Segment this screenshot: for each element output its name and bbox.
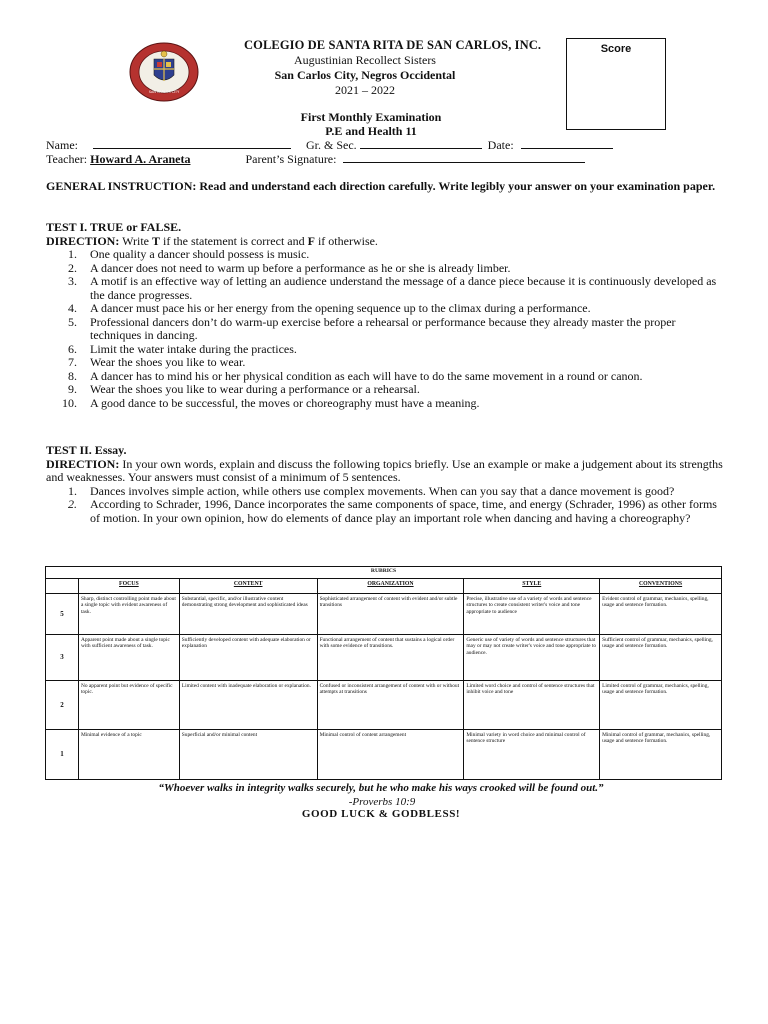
question-text: A dancer must pace his or her energy from the opening sequence up to the climax during a performance. [90, 301, 591, 315]
rubric-cell: Confused or inconsistent arrangement of content with or without attempts at transitions [317, 681, 464, 730]
rubric-row [46, 635, 722, 681]
essay-number: 2. [68, 497, 77, 511]
direction-text: if the statement is correct and [160, 233, 308, 248]
score-label: Score [600, 43, 632, 55]
direction-label: DIRECTION: [46, 233, 120, 248]
religious-order: Augustinian Recollect Sisters [294, 53, 436, 67]
rubric-cell: Sophisticated arrangement of content with evident and/or subtle transitions [317, 594, 464, 635]
question-text: One quality a dancer should possess is music. [90, 247, 310, 261]
score-box [566, 38, 666, 130]
teacher-label: Teacher: [46, 152, 88, 166]
grade-section-label: Gr. & Sec. [306, 138, 357, 152]
rubric-row [46, 681, 722, 730]
direction-text: if otherwise. [314, 233, 378, 248]
question-number: 10. [62, 395, 77, 410]
rubric-cell: Minimal variety in word choice and minimal control of sentence structure [464, 730, 600, 780]
rubric-header-cell: FOCUS [78, 579, 179, 594]
essay-item [46, 498, 726, 525]
question-number: 9. [68, 382, 77, 396]
question-item [46, 370, 726, 384]
rubric-score: 5 [46, 594, 79, 635]
rubric-title: RUBRICS [46, 567, 722, 579]
grade-section-blank[interactable] [360, 138, 482, 149]
rubric-table [45, 566, 722, 780]
essay-text: According to Schrader, 1996, Dance incorporates the same components of space, time, and energy (Schrader, 1996) as other forms of motion. In your own opinion, how do elements of dance play an important role when dancing and having a choreography? [90, 497, 717, 525]
svg-text:SAN CARLOS CITY: SAN CARLOS CITY [148, 90, 180, 94]
rubric-cell: Sufficient control of grammar, mechanics, spelling, usage and sentence formation. [600, 635, 722, 681]
rubric-score: 2 [46, 681, 79, 730]
question-text: A good dance to be successful, the moves or choreography must have a meaning. [90, 395, 480, 410]
name-label: Name: [46, 138, 78, 152]
question-number: 6. [68, 341, 77, 356]
question-number: 7. [68, 355, 77, 369]
question-text: Wear the shoes you like to wear. [90, 355, 246, 369]
rubric-cell: Evident control of grammar, mechanics, spelling, usage and sentence formation. [600, 594, 722, 635]
rubric-cell: Sufficiently developed content with adequate elaboration or explanation [179, 635, 317, 681]
teacher-name: Howard A. Araneta [90, 152, 191, 166]
question-number: 5. [68, 314, 77, 329]
footer-quote: “Whoever walks in integrity walks securely, but he who make his ways crooked will be found out.” [158, 782, 604, 794]
test-1-title: TEST I. TRUE or FALSE. [46, 220, 182, 234]
exam-subject: P.E and Health 11 [325, 124, 417, 138]
rubric-score: 1 [46, 730, 79, 780]
test-2-title: TEST II. Essay. [46, 443, 127, 457]
footer-goodluck: GOOD LUCK & GODBLESS! [301, 808, 461, 820]
test-1-items [46, 248, 726, 410]
direction-false-letter: F [307, 233, 315, 248]
direction-label: DIRECTION: [46, 456, 120, 471]
date-label: Date: [487, 138, 514, 152]
rubric-cell: Apparent point made about a single topic with sufficient awareness of task. [78, 635, 179, 681]
rubric-header-row [46, 579, 722, 594]
rubric-row [46, 594, 722, 635]
question-text: Wear the shoes you like to wear during a performance or a rehearsal. [90, 382, 420, 396]
question-number: 2. [68, 260, 77, 275]
rubric-cell: Generic use of variety of words and sentence structures that may or may not create writer's voice and tone appropriate to audience. [464, 635, 600, 681]
question-item [46, 262, 726, 276]
rubric-header-cell: STYLE [464, 579, 600, 594]
question-item [46, 343, 726, 357]
rubric-cell: Sharp, distinct controlling point made about a single topic with evident awareness of task. [78, 594, 179, 635]
rubric-cell: Minimal evidence of a topic [78, 730, 179, 780]
test-1-section [46, 221, 726, 410]
question-item [46, 383, 726, 397]
school-name: COLEGIO DE SANTA RITA DE SAN CARLOS, INC. [244, 38, 542, 52]
rubric-cell: Minimal control of content arrangement [317, 730, 464, 780]
date-blank[interactable] [521, 138, 613, 149]
question-item [46, 397, 726, 411]
question-number: 3. [68, 274, 77, 288]
essay-text: Dances involves simple action, while others use complex movements. When can you say that a dance movement is good? [90, 483, 675, 498]
direction-true-letter: T [151, 233, 160, 248]
rubric-cell: Limited word choice and control of sentence structures that inhibit voice and tone [464, 681, 600, 730]
question-item [46, 275, 726, 302]
test-2-direction [46, 458, 726, 485]
student-info-row [46, 138, 613, 153]
question-text: A motif is an effective way of letting an audience understand the message of a dance piece because it is continuously developed as the dance progresses. [90, 274, 717, 302]
rubric-cell: No apparent point but evidence of specific topic. [78, 681, 179, 730]
rubric-cell: Superficial and/or minimal content [179, 730, 317, 780]
question-text: Limit the water intake during the practices. [90, 341, 297, 356]
rubric-header-cell: ORGANIZATION [317, 579, 464, 594]
question-item [46, 316, 726, 343]
direction-text: Write [122, 233, 152, 248]
rubric-cell: Limited control of grammar, mechanics, spelling, usage and sentence formation. [600, 681, 722, 730]
teacher-info-row [46, 152, 585, 167]
parent-signature-blank[interactable] [343, 152, 585, 163]
footer-proverb: -Proverbs 10:9 [348, 796, 416, 808]
question-item [46, 248, 726, 262]
test-2-section [46, 444, 726, 525]
rubric-cell: Substantial, specific, and/or illustrative content demonstrating strong development and sophisticated ideas [179, 594, 317, 635]
rubric-header-cell: CONTENT [179, 579, 317, 594]
test-2-items [46, 485, 726, 526]
question-item [46, 356, 726, 370]
essay-number: 1. [68, 483, 77, 498]
direction-text: In your own words, explain and discuss the following topics briefly. Use an example or make a judgement about its strengths and weaknesses. Your answers must consist of a minimum of 5 sentences. [46, 456, 723, 484]
question-text: A dancer does not need to warm up before a performance as he or she is already limber. [90, 260, 511, 275]
parent-signature-label: Parent’s Signature: [245, 152, 337, 166]
question-number: 8. [68, 368, 77, 383]
school-year: 2021 – 2022 [335, 83, 395, 97]
question-item [46, 302, 726, 316]
exam-title: First Monthly Examination [300, 110, 442, 124]
rubric-header-score [46, 579, 79, 594]
question-number: 4. [68, 301, 77, 315]
question-text: A dancer has to mind his or her physical condition as each will have to do the same movement in a round or canon. [90, 368, 643, 383]
rubric-cell: Functional arrangement of content that sustains a logical order with some evidence of transitions. [317, 635, 464, 681]
rubric-score: 3 [46, 635, 79, 681]
test-1-direction [46, 235, 726, 249]
question-text: Professional dancers don’t do warm-up exercise before a rehearsal or performance because they already master the proper techniques in dancing. [90, 314, 676, 342]
general-instruction: GENERAL INSTRUCTION: Read and understand each direction carefully. Write legibly your answer on your examination paper. [46, 179, 716, 193]
rubric-cell: Precise, illustrative use of a variety of words and sentence structures to create consistent writer's voice and tone appropriate to audience [464, 594, 600, 635]
question-number: 1. [68, 247, 77, 261]
name-blank[interactable] [93, 138, 291, 149]
rubric-cell: Limited content with inadequate elaboration or explanation. [179, 681, 317, 730]
school-city: San Carlos City, Negros Occidental [274, 68, 456, 82]
rubric-header-cell: CONVENTIONS [600, 579, 722, 594]
rubric-cell: Minimal control of grammar, mechanics, spelling, usage and sentence formation. [600, 730, 722, 780]
rubric-row [46, 730, 722, 780]
essay-item [46, 485, 726, 499]
